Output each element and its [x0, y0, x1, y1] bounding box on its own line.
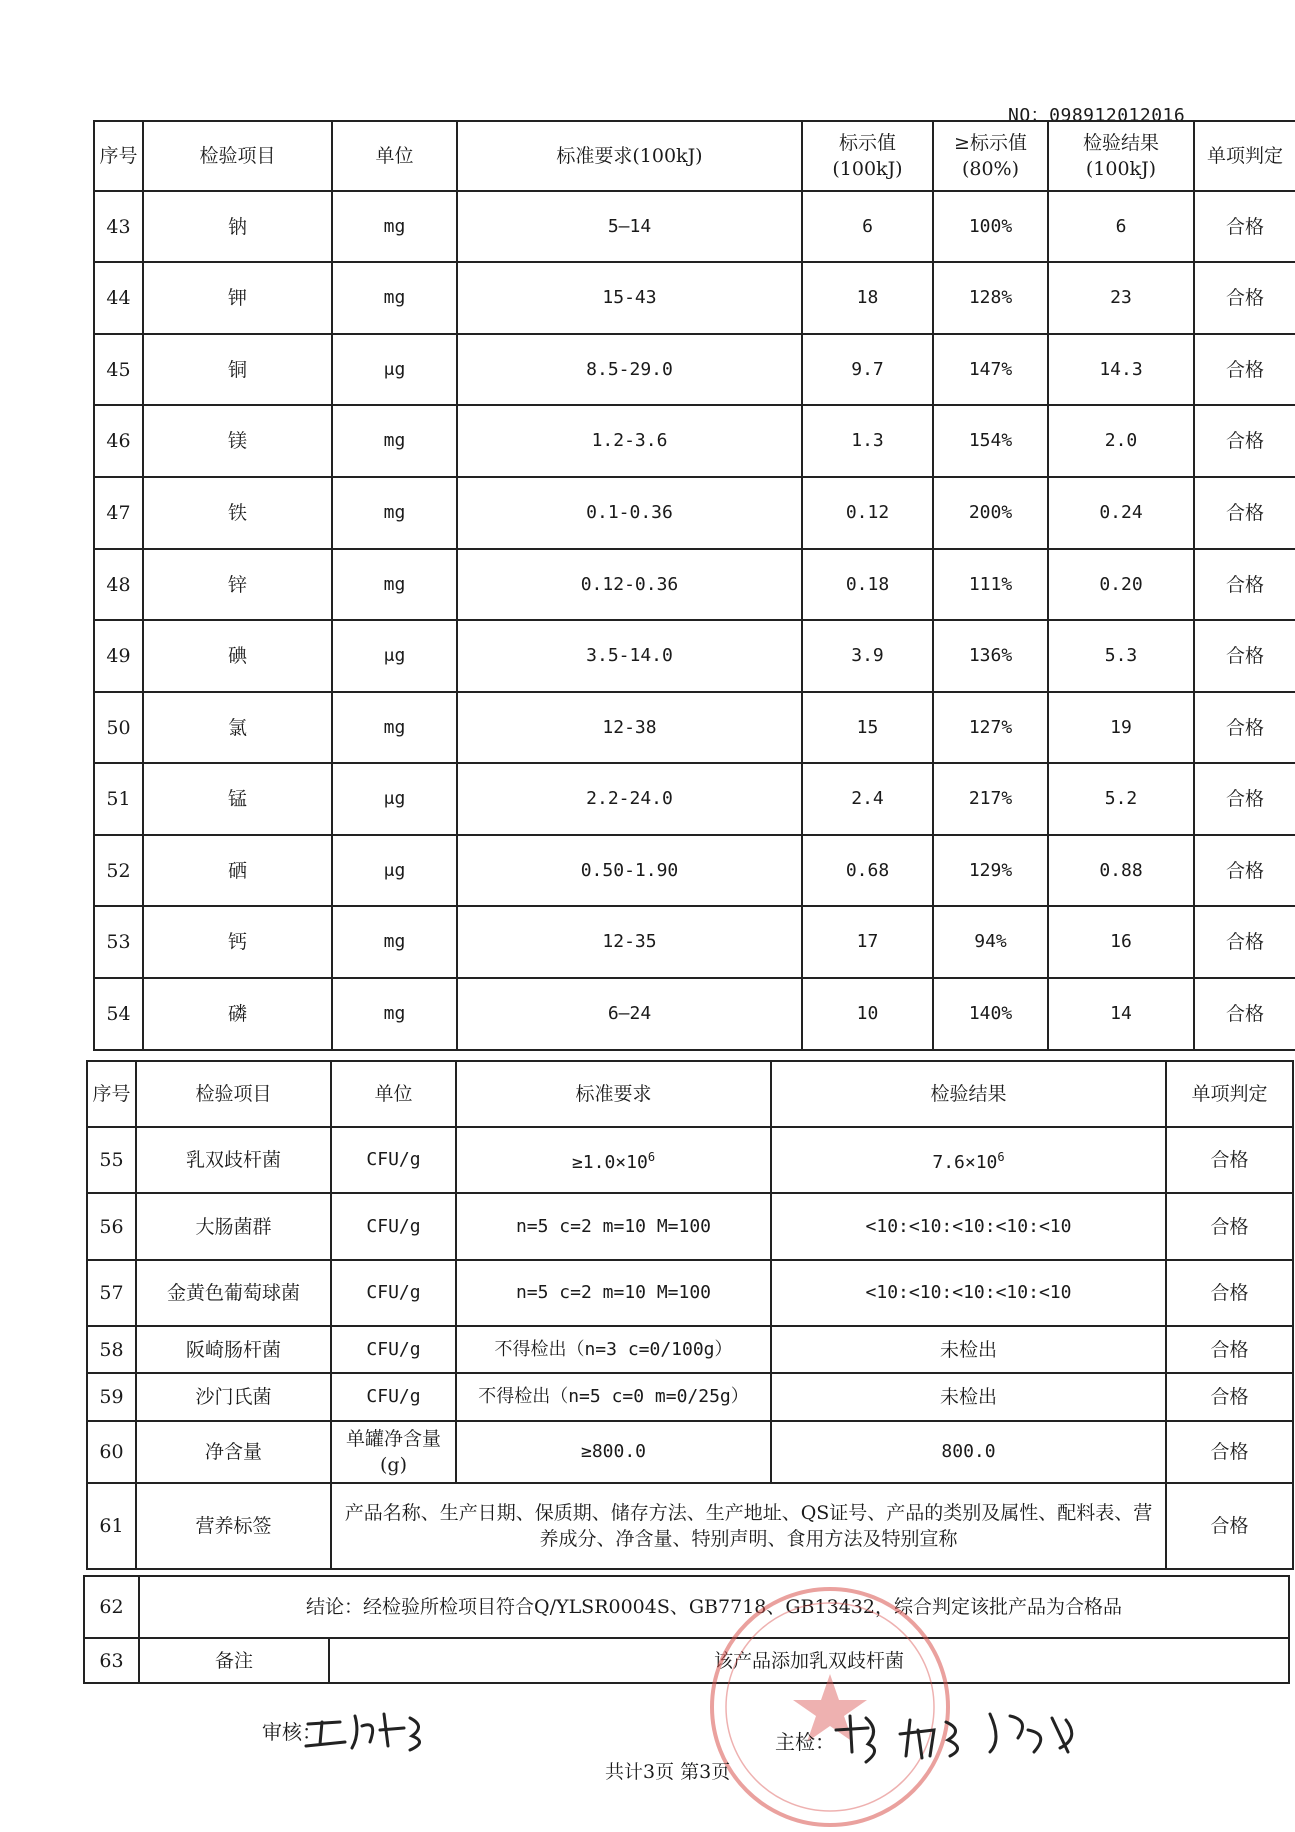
row-unit: mg [332, 692, 457, 763]
header-result: 检验结果 (100kJ) [1048, 121, 1194, 191]
row-percent: 140% [933, 978, 1048, 1050]
row-judgement: 合格 [1194, 191, 1295, 262]
row-item: 金黄色葡萄球菌 [136, 1260, 331, 1326]
row-result: <10:<10:<10:<10:<10 [771, 1260, 1166, 1326]
header-index: 序号 [94, 121, 143, 191]
row-judgement: 合格 [1166, 1373, 1293, 1421]
table-row [94, 906, 1295, 978]
row-result: 6 [1048, 191, 1194, 262]
row-unit: mg [332, 262, 457, 334]
row-item: 锌 [143, 549, 332, 620]
row-standard: ≥800.0 [456, 1421, 771, 1483]
row-standard: 15-43 [457, 262, 802, 334]
row-standard: 0.1-0.36 [457, 477, 802, 549]
row-judgement: 合格 [1194, 477, 1295, 549]
row-label-value: 15 [802, 692, 933, 763]
row-item: 钙 [143, 906, 332, 978]
row-label-value: 18 [802, 262, 933, 334]
table-row [87, 1260, 1293, 1326]
header-item: 检验项目 [143, 121, 332, 191]
row-standard: 产品名称、生产日期、保质期、储存方法、生产地址、QS证号、产品的类别及属性、配料表、营养成分、净含量、特别声明、食用方法及特别宣称 [331, 1483, 1166, 1569]
row-result: 19 [1048, 692, 1194, 763]
header-percent: ≥标示值 (80%) [933, 121, 1048, 191]
row-item: 镁 [143, 405, 332, 477]
row-result: <10:<10:<10:<10:<10 [771, 1193, 1166, 1260]
row-result: 未检出 [771, 1373, 1166, 1421]
row-unit: mg [332, 405, 457, 477]
row-index: 43 [94, 191, 143, 262]
row-index: 46 [94, 405, 143, 477]
row-item: 营养标签 [136, 1483, 331, 1569]
row-standard: 不得检出（n=5 c=0 m=0/25g） [456, 1373, 771, 1421]
row-unit: mg [332, 477, 457, 549]
table-row [94, 405, 1295, 477]
header-standard: 标准要求 [456, 1061, 771, 1127]
table-row [87, 1483, 1293, 1569]
row-index: 56 [87, 1193, 136, 1260]
header-judgement: 单项判定 [1194, 121, 1295, 191]
row-label-value: 0.12 [802, 477, 933, 549]
row-unit: 单罐净含量 (g) [331, 1421, 456, 1483]
row-unit: mg [332, 906, 457, 978]
row-item: 大肠菌群 [136, 1193, 331, 1260]
table-row [94, 835, 1295, 906]
row-judgement: 合格 [1194, 262, 1295, 334]
header-unit: 单位 [331, 1061, 456, 1127]
row-label-value: 10 [802, 978, 933, 1050]
row-item: 铜 [143, 334, 332, 405]
row-index: 48 [94, 549, 143, 620]
row-unit: mg [332, 978, 457, 1050]
table-row [87, 1127, 1293, 1193]
row-item: 铁 [143, 477, 332, 549]
row-percent: 111% [933, 549, 1048, 620]
row-result: 800.0 [771, 1421, 1166, 1483]
row-judgement: 合格 [1194, 620, 1295, 692]
row-standard: n=5 c=2 m=10 M=100 [456, 1260, 771, 1326]
row-judgement: 合格 [1194, 835, 1295, 906]
row-unit: CFU/g [331, 1326, 456, 1373]
row-item: 碘 [143, 620, 332, 692]
table-row [87, 1421, 1293, 1483]
row-index: 57 [87, 1260, 136, 1326]
row-result: 0.20 [1048, 549, 1194, 620]
row-unit: μg [332, 763, 457, 835]
row-item: 沙门氏菌 [136, 1373, 331, 1421]
table-row [84, 1638, 1289, 1683]
row-label-value: 0.18 [802, 549, 933, 620]
row-item: 磷 [143, 978, 332, 1050]
row-judgement: 合格 [1194, 549, 1295, 620]
row-percent: 100% [933, 191, 1048, 262]
table-row [87, 1373, 1293, 1421]
table-row [84, 1576, 1289, 1638]
row-unit: mg [332, 549, 457, 620]
table-row [94, 262, 1295, 334]
row-unit: CFU/g [331, 1260, 456, 1326]
row-index: 58 [87, 1326, 136, 1373]
row-standard: 1.2-3.6 [457, 405, 802, 477]
table-row [94, 334, 1295, 405]
conclusion-text: 结论：经检验所检项目符合Q/YLSR0004S、GB7718、GB13432，综合判定该批产品为合格品 [139, 1576, 1289, 1638]
row-judgement: 合格 [1194, 906, 1295, 978]
header-unit: 单位 [332, 121, 457, 191]
header-item: 检验项目 [136, 1061, 331, 1127]
row-standard: 5—14 [457, 191, 802, 262]
row-standard: 8.5-29.0 [457, 334, 802, 405]
row-judgement: 合格 [1166, 1421, 1293, 1483]
row-index: 49 [94, 620, 143, 692]
row-item: 钠 [143, 191, 332, 262]
row-label-value: 0.68 [802, 835, 933, 906]
table-row [94, 978, 1295, 1050]
row-standard: 3.5-14.0 [457, 620, 802, 692]
row-standard: 2.2-24.0 [457, 763, 802, 835]
header-standard: 标准要求(100kJ) [457, 121, 802, 191]
table-row [94, 620, 1295, 692]
mineral-test-table [93, 120, 1295, 1051]
row-index: 62 [84, 1576, 139, 1638]
row-judgement: 合格 [1166, 1483, 1293, 1569]
row-index: 60 [87, 1421, 136, 1483]
table-row [94, 692, 1295, 763]
row-percent: 136% [933, 620, 1048, 692]
row-item: 硒 [143, 835, 332, 906]
row-result: 23 [1048, 262, 1194, 334]
inspector-signatures [830, 1700, 1130, 1770]
row-label-value: 3.9 [802, 620, 933, 692]
header-judgement: 单项判定 [1166, 1061, 1293, 1127]
table-row [94, 549, 1295, 620]
row-result: 5.2 [1048, 763, 1194, 835]
reviewer-signature [300, 1702, 450, 1757]
table-row [94, 477, 1295, 549]
row-judgement: 合格 [1194, 334, 1295, 405]
micro-test-table [86, 1060, 1294, 1570]
remarks-text: 该产品添加乳双歧杆菌 [329, 1638, 1289, 1683]
report-number: NO：098912012016 [1008, 105, 1186, 126]
row-percent: 147% [933, 334, 1048, 405]
row-unit: CFU/g [331, 1193, 456, 1260]
table-row [94, 763, 1295, 835]
row-result: 14.3 [1048, 334, 1194, 405]
row-unit: μg [332, 835, 457, 906]
row-result: 16 [1048, 906, 1194, 978]
row-judgement: 合格 [1194, 978, 1295, 1050]
reviewer-label: 审核： [262, 1720, 322, 1744]
row-index: 59 [87, 1373, 136, 1421]
row-standard: $\ge 1.0\times 10^6$ [456, 1127, 771, 1193]
row-result: 14 [1048, 978, 1194, 1050]
row-unit: mg [332, 191, 457, 262]
row-label-value: 6 [802, 191, 933, 262]
row-result: $7.6\times 10^6$ [771, 1127, 1166, 1193]
row-result: 0.24 [1048, 477, 1194, 549]
header-label-value: 标示值 (100kJ) [802, 121, 933, 191]
row-index: 45 [94, 334, 143, 405]
page-footer: 共计3页 第3页 [605, 1761, 731, 1783]
row-result: 2.0 [1048, 405, 1194, 477]
row-unit: CFU/g [331, 1127, 456, 1193]
row-index: 54 [94, 978, 143, 1050]
row-judgement: 合格 [1166, 1193, 1293, 1260]
row-percent: 154% [933, 405, 1048, 477]
row-result: 未检出 [771, 1326, 1166, 1373]
row-item: 乳双歧杆菌 [136, 1127, 331, 1193]
row-standard: 不得检出（n=3 c=0/100g） [456, 1326, 771, 1373]
row-index: 55 [87, 1127, 136, 1193]
row-percent: 128% [933, 262, 1048, 334]
table-row [87, 1326, 1293, 1373]
row-judgement: 合格 [1194, 692, 1295, 763]
row-label-value: 9.7 [802, 334, 933, 405]
row-result: 0.88 [1048, 835, 1194, 906]
row-percent: 127% [933, 692, 1048, 763]
row-judgement: 合格 [1166, 1260, 1293, 1326]
header-result: 检验结果 [771, 1061, 1166, 1127]
row-standard: 6—24 [457, 978, 802, 1050]
row-percent: 94% [933, 906, 1048, 978]
row-label-value: 1.3 [802, 405, 933, 477]
row-item: 氯 [143, 692, 332, 763]
row-standard: 0.12-0.36 [457, 549, 802, 620]
row-index: 52 [94, 835, 143, 906]
row-standard: 12-35 [457, 906, 802, 978]
row-item: 锰 [143, 763, 332, 835]
row-index: 50 [94, 692, 143, 763]
row-judgement: 合格 [1194, 405, 1295, 477]
row-index: 44 [94, 262, 143, 334]
table-row [94, 191, 1295, 262]
header-index: 序号 [87, 1061, 136, 1127]
inspector-label: 主检： [775, 1730, 835, 1754]
table-row [87, 1193, 1293, 1260]
row-result: 5.3 [1048, 620, 1194, 692]
row-percent: 129% [933, 835, 1048, 906]
row-item: 钾 [143, 262, 332, 334]
row-standard: 12-38 [457, 692, 802, 763]
row-index: 51 [94, 763, 143, 835]
row-index: 53 [94, 906, 143, 978]
row-unit: μg [332, 334, 457, 405]
row-judgement: 合格 [1194, 763, 1295, 835]
row-unit: CFU/g [331, 1373, 456, 1421]
row-label-value: 17 [802, 906, 933, 978]
row-standard: n=5 c=2 m=10 M=100 [456, 1193, 771, 1260]
row-percent: 217% [933, 763, 1048, 835]
row-item: 阪崎肠杆菌 [136, 1326, 331, 1373]
row-standard: 0.50-1.90 [457, 835, 802, 906]
row-unit: μg [332, 620, 457, 692]
row-index: 47 [94, 477, 143, 549]
row-index: 61 [87, 1483, 136, 1569]
remarks-label: 备注 [139, 1638, 329, 1683]
conclusion-table [83, 1575, 1290, 1684]
row-percent: 200% [933, 477, 1048, 549]
row-judgement: 合格 [1166, 1326, 1293, 1373]
row-item: 净含量 [136, 1421, 331, 1483]
row-label-value: 2.4 [802, 763, 933, 835]
row-judgement: 合格 [1166, 1127, 1293, 1193]
row-index: 63 [84, 1638, 139, 1683]
